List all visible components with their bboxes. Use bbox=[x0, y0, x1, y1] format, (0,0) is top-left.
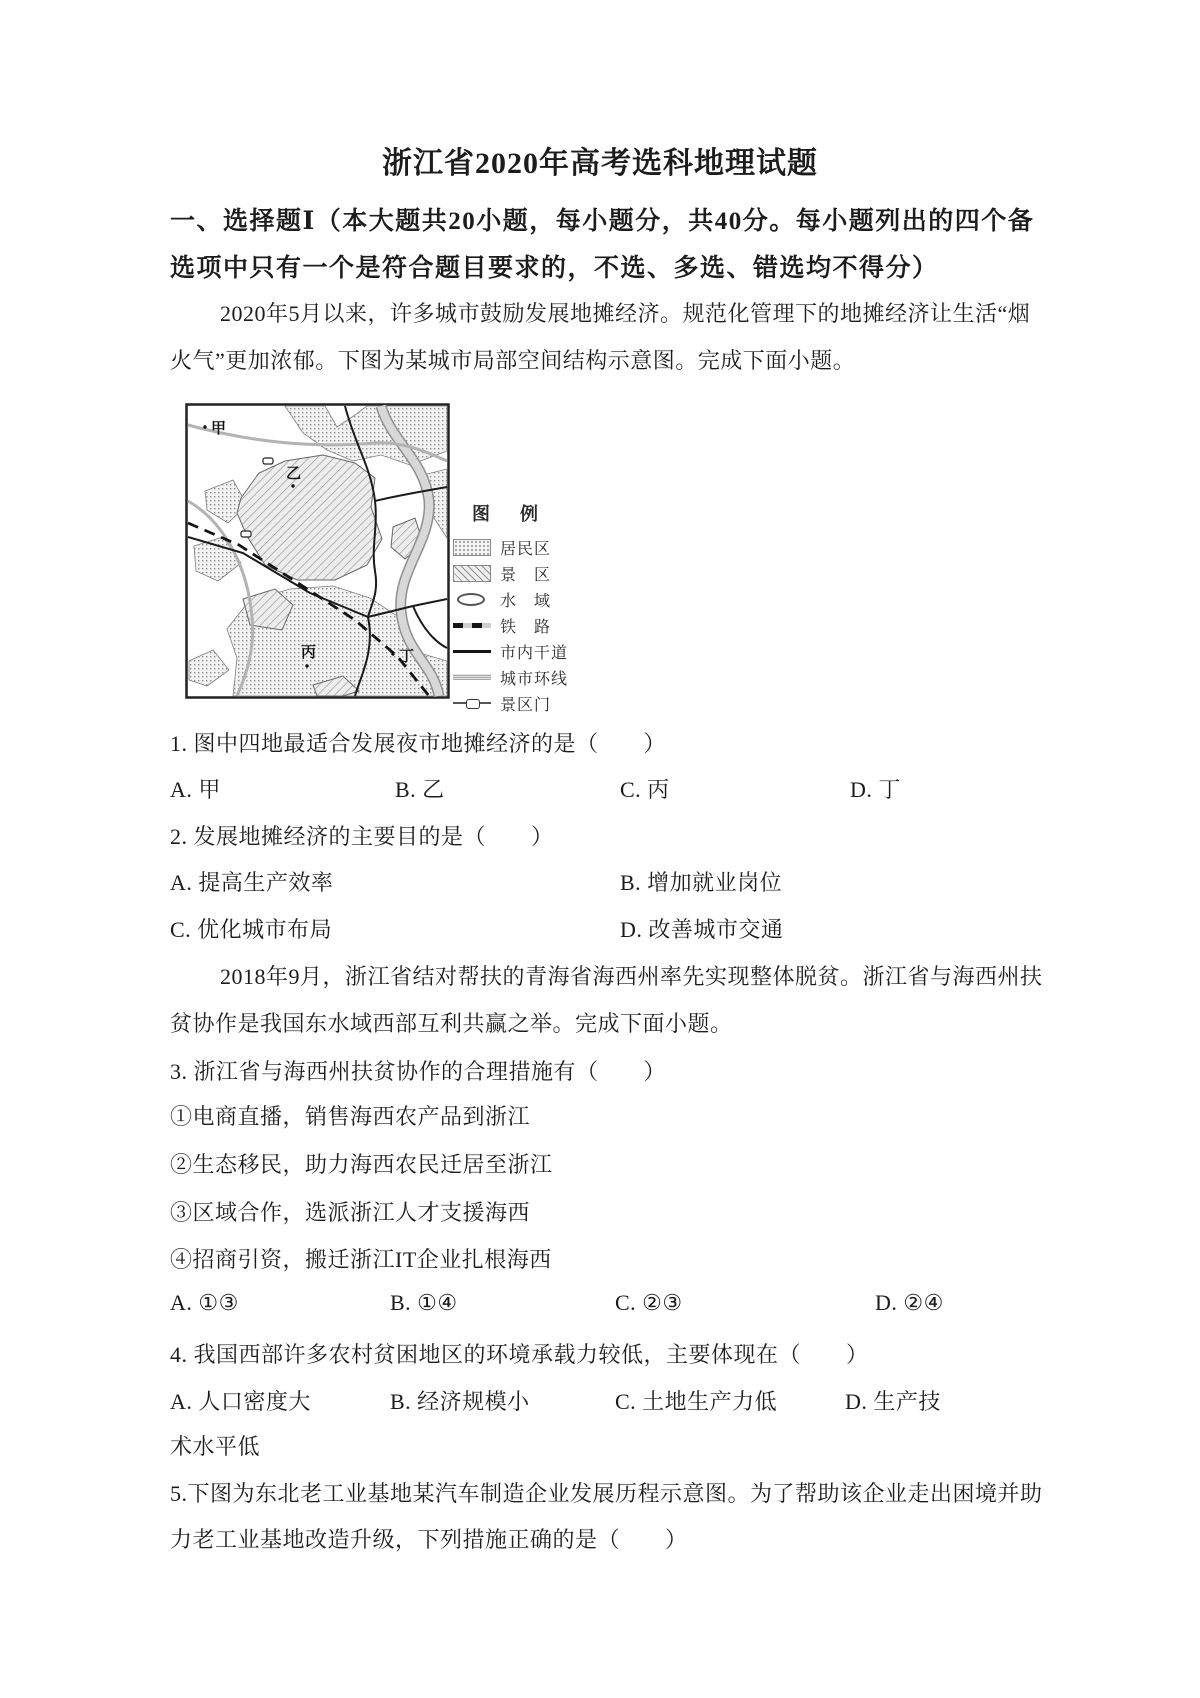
question-3-text: 3. 浙江省与海西州扶贫协作的合理措施有（ ） bbox=[170, 1059, 667, 1084]
point-jia-dot bbox=[203, 425, 206, 428]
city-road-swatch bbox=[453, 650, 491, 653]
q3-option-c: C. ②③ bbox=[615, 1290, 683, 1315]
point-bing-dot bbox=[305, 664, 308, 667]
legend-title: 图 例 bbox=[472, 504, 544, 524]
q1-option-a: A. 甲 bbox=[170, 777, 221, 802]
q3-statement-4: ④招商引资，搬迁浙江IT企业扎根海西 bbox=[170, 1247, 552, 1272]
q1-option-d: D. 丁 bbox=[850, 777, 901, 802]
ring-road-swatch bbox=[453, 674, 491, 680]
legend-item-city-road: 市内干道 bbox=[453, 638, 593, 664]
point-yi-dot bbox=[291, 484, 294, 487]
residential-swatch bbox=[453, 539, 491, 556]
passage2-line2: 贫协作是我国东水域西部互利共赢之举。完成下面小题。 bbox=[170, 1011, 733, 1036]
q1-option-b: B. 乙 bbox=[395, 777, 445, 802]
q3-option-a: A. ①③ bbox=[170, 1290, 239, 1315]
section-heading-line2: 选项中只有一个是符合题目要求的，不选、多选、错选均不得分） bbox=[170, 255, 939, 282]
legend-item-ring-road: 城市环线 bbox=[453, 664, 593, 690]
passage2-line1: 2018年9月，浙江省结对帮扶的青海省海西州率先实现整体脱贫。浙江省与海西州扶 bbox=[220, 964, 1043, 989]
legend-item-residential: 居民区 bbox=[453, 534, 593, 560]
question-5-line2: 力老工业基地改造升级，下列措施正确的是（ ） bbox=[170, 1527, 688, 1552]
point-jia-label: 甲 bbox=[211, 421, 227, 437]
map-legend bbox=[453, 500, 593, 716]
question-1-text: 1. 图中四地最适合发展夜市地摊经济的是（ ） bbox=[170, 731, 667, 756]
city-structure-map-figure bbox=[185, 403, 605, 714]
q3-statement-1: ①电商直播，销售海西农产品到浙江 bbox=[170, 1104, 531, 1129]
q1-option-c: C. 丙 bbox=[620, 777, 670, 802]
legend-item-water: 水 域 bbox=[453, 586, 593, 612]
section-heading-line1: 一、选择题Ⅰ（本大题共20小题，每小题分，共40分。每小题列出的四个备 bbox=[170, 208, 1035, 235]
scenic-swatch bbox=[453, 565, 491, 582]
q2-option-a: A. 提高生产效率 bbox=[170, 870, 334, 895]
question-4-text: 4. 我国西部许多农村贫困地区的环境承载力较低，主要体现在（ ） bbox=[170, 1342, 869, 1367]
q2-option-b: B. 增加就业岗位 bbox=[620, 870, 783, 895]
q3-statement-3: ③区域合作，选派浙江人才支援海西 bbox=[170, 1200, 531, 1225]
point-ding-dot bbox=[391, 652, 394, 655]
point-ding-label: 丁 bbox=[399, 649, 415, 665]
q3-option-b: B. ①④ bbox=[390, 1290, 458, 1315]
q3-option-d: D. ②④ bbox=[875, 1290, 944, 1315]
point-yi-label: 乙 bbox=[286, 466, 302, 482]
passage1-line2: 火气”更加浓郁。下图为某城市局部空间结构示意图。完成下面小题。 bbox=[170, 348, 856, 373]
q2-option-c: C. 优化城市布局 bbox=[170, 917, 333, 942]
q2-option-d: D. 改善城市交通 bbox=[620, 917, 784, 942]
question-2-text: 2. 发展地摊经济的主要目的是（ ） bbox=[170, 824, 554, 849]
scenic-gate-swatch bbox=[453, 698, 491, 709]
railway-swatch bbox=[453, 623, 491, 628]
q4-option-d-continuation: 术水平低 bbox=[170, 1434, 261, 1459]
city-structure-map bbox=[185, 403, 450, 699]
q3-statement-2: ②生态移民，助力海西农民迁居至浙江 bbox=[170, 1152, 553, 1177]
q4-option-c: C. 土地生产力低 bbox=[615, 1389, 778, 1414]
legend-item-scenic: 景 区 bbox=[453, 560, 593, 586]
q4-option-a: A. 人口密度大 bbox=[170, 1389, 311, 1414]
q4-option-d: D. 生产技 bbox=[845, 1389, 941, 1414]
page-title: 浙江省2020年高考选科地理试题 bbox=[382, 147, 818, 180]
passage1-line1: 2020年5月以来，许多城市鼓励发展地摊经济。规范化管理下的地摊经济让生活“烟 bbox=[220, 301, 1031, 326]
legend-item-scenic-gate: 景区门 bbox=[453, 690, 593, 716]
legend-item-railway: 铁 路 bbox=[453, 612, 593, 638]
question-5-line1: 5.下图为东北老工业基地某汽车制造企业发展历程示意图。为了帮助该企业走出困境并助 bbox=[170, 1481, 1043, 1506]
q4-option-b: B. 经济规模小 bbox=[390, 1389, 530, 1414]
water-swatch bbox=[457, 593, 485, 606]
point-bing-label: 丙 bbox=[301, 645, 317, 661]
